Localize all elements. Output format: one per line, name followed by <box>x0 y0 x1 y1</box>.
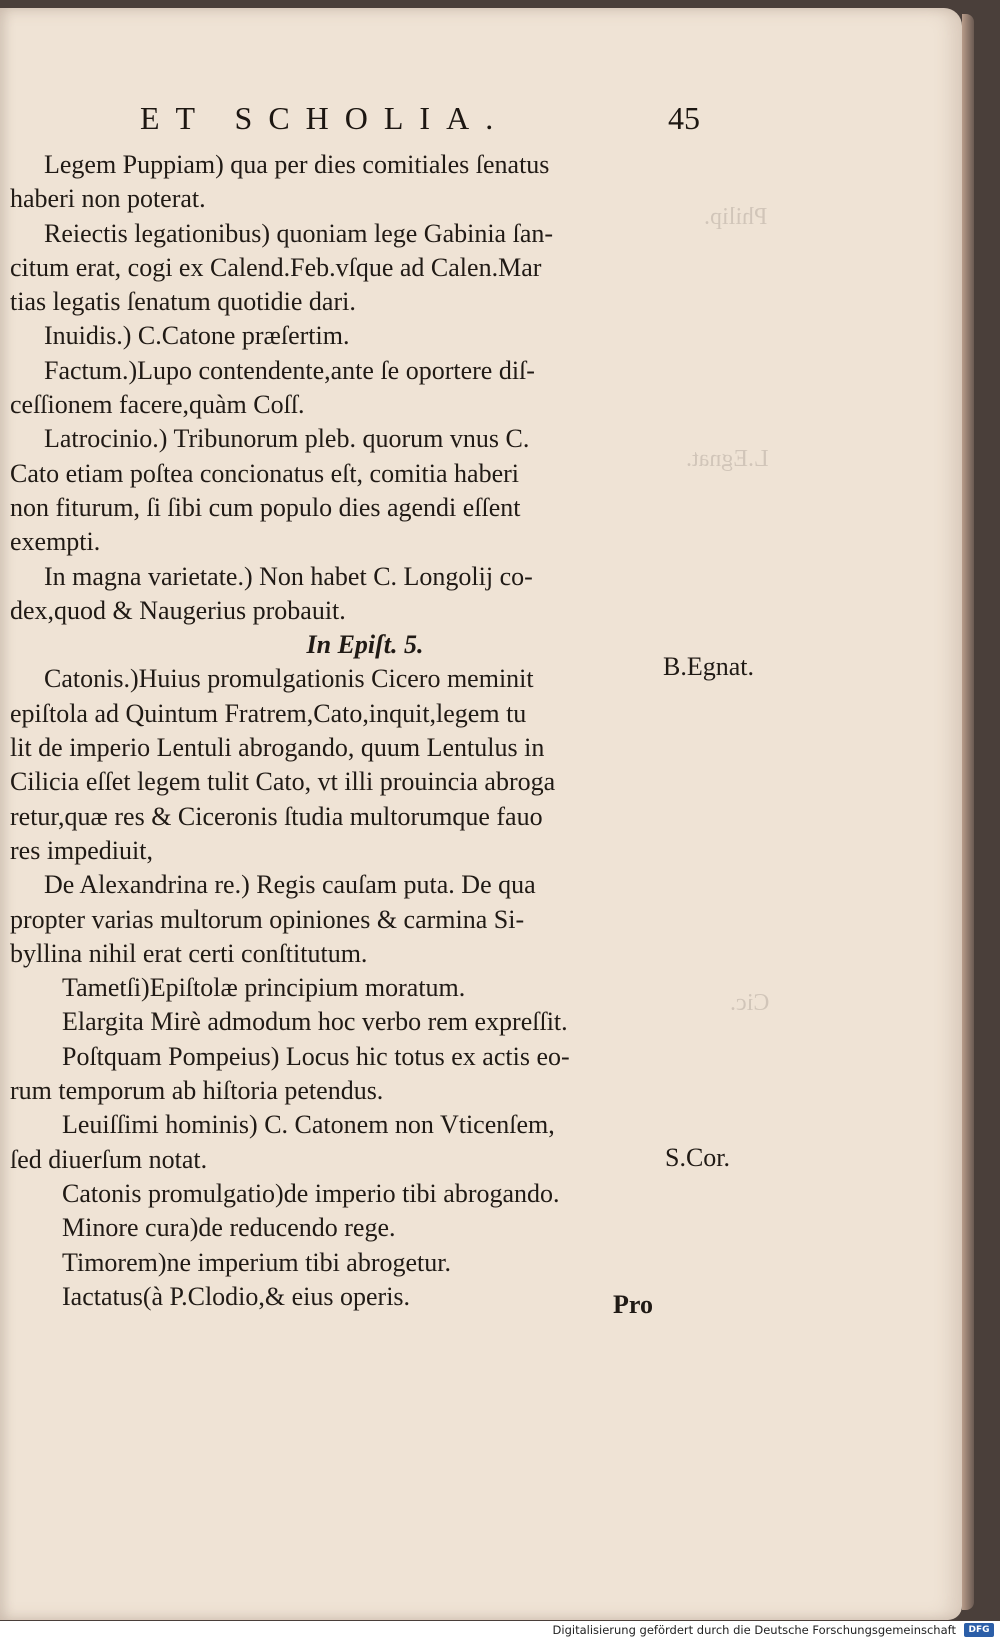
text-line: Cilicia eſſet legem tulit Cato, vt illi prouincia abroga <box>10 767 556 797</box>
text-line: rum temporum ab hiſtoria petendus. <box>10 1076 384 1106</box>
text-line: byllina nihil erat certi conſtitutum. <box>10 938 368 968</box>
text-line: lit de imperio Lentuli abrogando, quum Lentulus in <box>10 733 545 763</box>
text-line: res impediuit, <box>10 835 153 865</box>
text-line: Iactatus(à P.Clodio,& eius operis. <box>62 1281 411 1311</box>
text-line: Poſtquam Pompeius) Locus hic totus ex actis eo- <box>62 1041 570 1071</box>
text-line: Cato etiam poſtea concionatus eſt, comitia haberi <box>10 458 519 488</box>
page-number: 45 <box>668 100 700 136</box>
text-line: retur,quæ res & Ciceronis ſtudia multorumque fauo <box>10 801 543 831</box>
text-line: Catonis.)Huius promulgationis Cicero meminit <box>44 664 534 694</box>
section-heading: In Epiſt. 5. <box>306 630 424 660</box>
text-line: In magna varietate.) Non habet C. Longolij co- <box>44 561 533 591</box>
text-line: Elargita Mirè admodum hoc verbo rem expreſſit. <box>62 1007 568 1037</box>
margin-note-scor: S.Cor. <box>665 1143 731 1172</box>
text-line: Minore cura)de reducendo rege. <box>62 1213 396 1243</box>
show-through-egnat: L.Egnat. <box>686 446 769 472</box>
text-line: ſed diuerſum notat. <box>10 1144 208 1174</box>
page-edge <box>962 14 974 1610</box>
text-line: exempti. <box>10 527 101 557</box>
text-line: Latrocinio.) Tribunorum pleb. quorum vnus C. <box>44 424 530 454</box>
text-line: Factum.)Lupo contendente,ante ſe oportere diſ- <box>44 355 535 385</box>
text-line: propter varias multorum opiniones & carmina Si- <box>10 904 525 934</box>
catchword: Pro <box>613 1290 653 1319</box>
text-line: Catonis promulgatio)de imperio tibi abrogando. <box>62 1178 560 1208</box>
text-line: tias legatis ſenatum quotidie dari. <box>10 287 356 317</box>
text-line: Legem Puppiam) qua per dies comitiales ſenatus <box>44 150 550 179</box>
text-line: Leuiſſimi hominis) C. Catonem non Vticenſem, <box>62 1110 555 1140</box>
text-line: dex,quod & Naugerius probauit. <box>10 595 346 625</box>
text-line: Timorem)ne imperium tibi abrogetur. <box>62 1247 451 1277</box>
text-line: Inuidis.) C.Catone præſertim. <box>44 321 350 351</box>
text-line: Tametſi)Epiſtolæ principium moratum. <box>62 973 466 1003</box>
text-line: epiſtola ad Quintum Fratrem,Cato,inquit,legem tu <box>10 698 527 728</box>
footer-bar <box>0 1621 1000 1641</box>
running-title: ET SCHOLIA. <box>140 100 510 136</box>
show-through-cic: Cic. <box>730 990 770 1016</box>
margin-note-egnat: B.Egnat. <box>663 652 754 681</box>
page-header <box>140 100 700 144</box>
text-line: citum erat, cogi ex Calend.Feb.vſque ad Calen.Mar <box>10 252 542 282</box>
show-through-philip: Philip. <box>704 204 768 230</box>
dfg-logo: DFG <box>964 1623 994 1637</box>
text-line: haberi non poterat. <box>10 184 206 214</box>
funding-note: Digitalisierung gefördert durch die Deutsche Forschungsgemeinschaft <box>552 1623 956 1637</box>
text-line: non fiturum, ſi ſibi cum populo dies agendi eſſent <box>10 492 521 522</box>
body-text <box>10 148 680 1314</box>
text-line: Reiectis legationibus) quoniam lege Gabinia ſan- <box>44 218 554 248</box>
text-line: De Alexandrina re.) Regis cauſam puta. De qua <box>44 870 536 900</box>
text-line: ceſſionem facere,quàm Coſſ. <box>10 390 305 420</box>
